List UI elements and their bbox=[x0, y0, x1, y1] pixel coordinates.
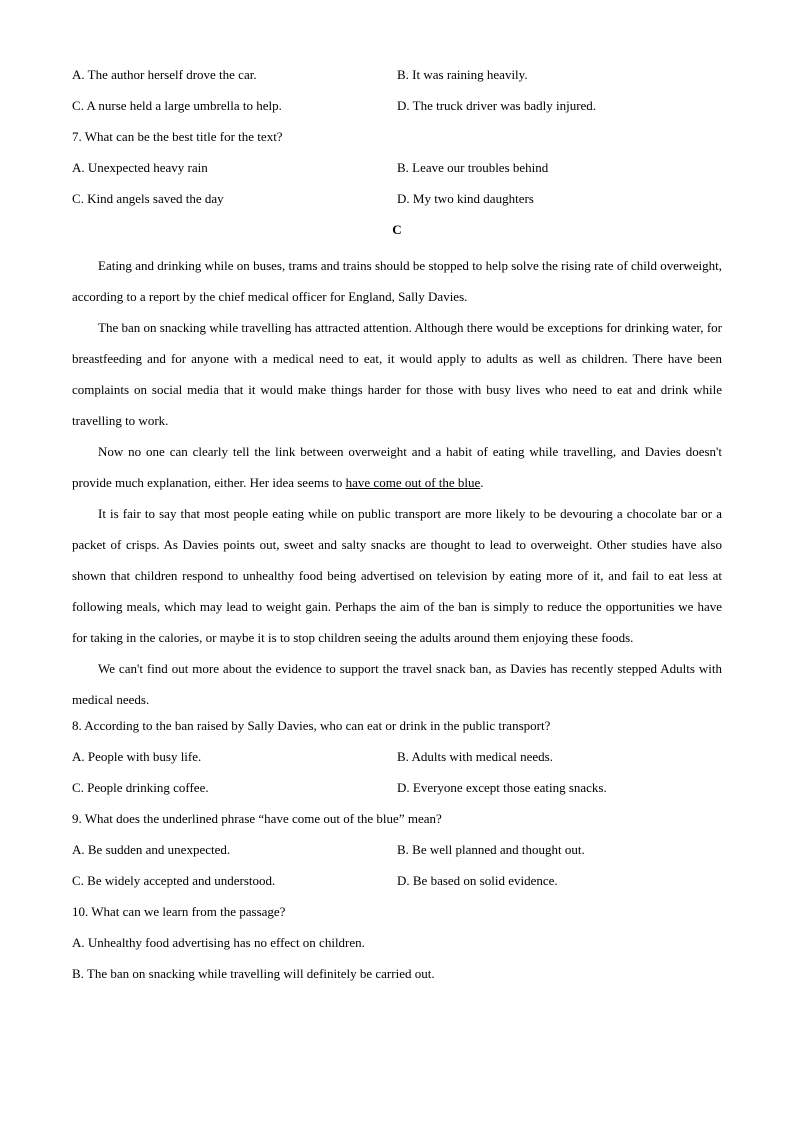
q6-option-c: C. A nurse held a large umbrella to help. bbox=[72, 98, 282, 113]
passage-paragraph-4 bbox=[72, 498, 722, 653]
q8-options-row-2 bbox=[72, 777, 722, 808]
passage-p1-text: Eating and drinking while on buses, trams and trains should be stopped to help solve the rising rate of child overweight, according to a report by the chief medical officer for England, Sally Davies. bbox=[72, 258, 722, 304]
q8-question: 8. According to the ban raised by Sally Davies, who can eat or drink in the public transport? bbox=[72, 718, 551, 733]
passage-paragraph-5 bbox=[72, 653, 722, 715]
q7-options-row-1 bbox=[72, 157, 722, 188]
q6-options-row-1 bbox=[72, 64, 722, 95]
q10-option-a: A. Unhealthy food advertising has no effect on children. bbox=[72, 935, 365, 950]
q9-options-row-2 bbox=[72, 870, 722, 901]
passage-p3-text-after: . bbox=[480, 475, 484, 490]
q9-question: 9. What does the underlined phrase “have come out of the blue” mean? bbox=[72, 811, 442, 826]
q7-question: 7. What can be the best title for the text? bbox=[72, 129, 283, 144]
q10-question: 10. What can we learn from the passage? bbox=[72, 904, 286, 919]
q8-option-c: C. People drinking coffee. bbox=[72, 780, 209, 795]
q6-option-b: B. It was raining heavily. bbox=[397, 67, 528, 82]
q6-options-row-2 bbox=[72, 95, 722, 126]
passage-p3-text-before: Now no one can clearly tell the link between overweight and a habit of eating while travelling, and Davies doesn't provide much explanation, either. Her idea seems to bbox=[72, 444, 722, 490]
q7-option-a: A. Unexpected heavy rain bbox=[72, 160, 208, 175]
q9-option-c: C. Be widely accepted and understood. bbox=[72, 873, 276, 888]
passage-p5-text: We can't find out more about the evidence to support the travel snack ban, as Davies has recently stepped Adults with medical needs. bbox=[72, 661, 722, 707]
passage-paragraph-3 bbox=[72, 436, 722, 498]
passage-p4-text: It is fair to say that most people eating while on public transport are more likely to be devouring a chocolate bar or a packet of crisps. As Davies points out, sweet and salty snacks are thought to lead to overweight. Other studies have also shown that children respond to unhealthy food being advertised on television by eating more of it, and fail to eat less at following meals, which may lead to weight gain. Perhaps the aim of the ban is simply to reduce the opportunities we have for taking in the calories, or maybe it is to stop children seeing the adults around them enjoying these foods. bbox=[72, 506, 722, 645]
q10-option-b: B. The ban on snacking while travelling will definitely be carried out. bbox=[72, 966, 435, 981]
q7-option-b: B. Leave our troubles behind bbox=[397, 160, 549, 175]
q8-option-b: B. Adults with medical needs. bbox=[397, 749, 553, 764]
q8-option-a: A. People with busy life. bbox=[72, 749, 202, 764]
underlined-phrase: have come out of the blue bbox=[345, 475, 481, 490]
exam-page bbox=[72, 64, 722, 994]
passage-paragraph-1 bbox=[72, 250, 722, 312]
section-heading: C bbox=[392, 222, 402, 237]
q9-option-b: B. Be well planned and thought out. bbox=[397, 842, 585, 857]
q6-option-d: D. The truck driver was badly injured. bbox=[397, 98, 597, 113]
q8-options-row-1 bbox=[72, 746, 722, 777]
q7-option-d: D. My two kind daughters bbox=[397, 191, 534, 206]
q7-option-c: C. Kind angels saved the day bbox=[72, 191, 224, 206]
q7-options-row-2 bbox=[72, 188, 722, 219]
passage-paragraph-2 bbox=[72, 312, 722, 436]
q8-option-d: D. Everyone except those eating snacks. bbox=[397, 780, 607, 795]
passage-p2-text: The ban on snacking while travelling has attracted attention. Although there would be exceptions for drinking water, for breastfeeding and for anyone with a medical need to eat, it would apply to adults as well as children. There have been complaints on social media that it would make things harder for those with busy lives who need to eat and drink while travelling to work. bbox=[72, 320, 722, 428]
q9-option-d: D. Be based on solid evidence. bbox=[397, 873, 558, 888]
q9-options-row-1 bbox=[72, 839, 722, 870]
q9-option-a: A. Be sudden and unexpected. bbox=[72, 842, 231, 857]
q6-option-a: A. The author herself drove the car. bbox=[72, 67, 257, 82]
